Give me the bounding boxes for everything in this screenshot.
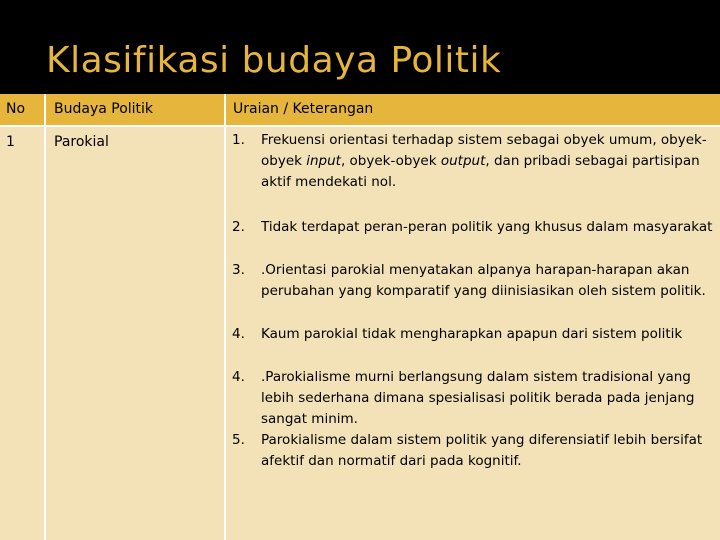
list-item <box>232 260 714 302</box>
list-item <box>232 324 714 345</box>
slide-title: Klasifikasi budaya Politik <box>46 40 502 81</box>
list-item-text: .Orientasi parokial menyatakan alpanya harapan-harapan akan perubahan yang komparatif yang diinisiasikan oleh sistem politik. <box>261 262 706 299</box>
column-divider <box>44 94 46 540</box>
list-item-number: 5. <box>232 432 245 448</box>
header-budaya-politik: Budaya Politik <box>54 101 154 117</box>
list-item-number: 4. <box>232 326 245 342</box>
cell-no: 1 <box>6 134 15 150</box>
list-item-text: Tidak terdapat peran-peran politik yang khusus dalam masyarakat <box>261 219 713 235</box>
header-no: No <box>6 101 26 117</box>
list-item-number: 2. <box>232 219 245 235</box>
list-item <box>232 130 714 193</box>
list-item-text: .Parokialisme murni berlangsung dalam sistem tradisional yang lebih sederhana dimana spesialisasi politik berada pada jenjang sangat minim. <box>261 369 695 427</box>
list-item-number: 1. <box>232 132 245 148</box>
list-item-text: Parokialisme dalam sistem politik yang diferensiatif lebih bersifat afektif dan normatif dari pada kognitif. <box>261 432 703 469</box>
column-divider <box>224 94 226 540</box>
list-item-number: 3. <box>232 262 245 278</box>
row-divider <box>0 125 720 127</box>
list-item-number: 4. <box>232 369 245 385</box>
list-item <box>232 217 714 238</box>
list-item <box>232 367 714 430</box>
list-item <box>232 430 714 472</box>
cell-budaya: Parokial <box>54 134 109 150</box>
list-item-text: Frekuensi orientasi terhadap sistem sebagai obyek umum, obyek-obyek input, obyek-obyek output, dan pribadi sebagai partisipan aktif mendekati nol. <box>261 132 707 190</box>
header-uraian: Uraian / Keterangan <box>233 101 374 117</box>
list-item-text: Kaum parokial tidak mengharapkan apapun dari sistem politik <box>261 326 683 342</box>
uraian-list <box>232 130 714 472</box>
